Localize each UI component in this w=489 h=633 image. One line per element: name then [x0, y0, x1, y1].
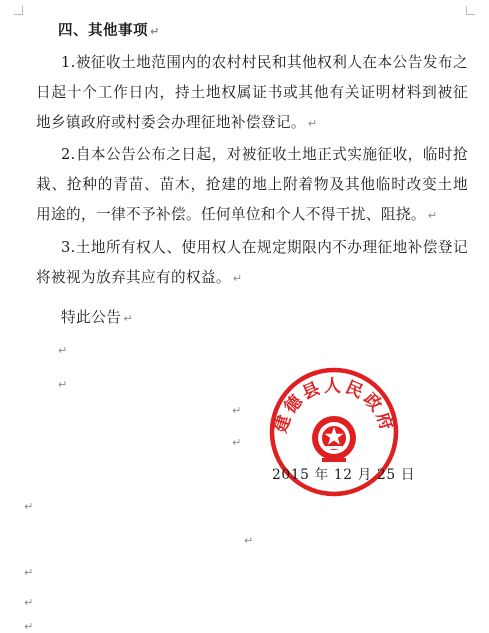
paragraph-3 — [36, 233, 468, 294]
seal-text: 建德县人民政府 — [271, 376, 397, 436]
paragraph-2 — [36, 140, 468, 231]
empty-paragraph-mark: ↵ — [24, 566, 34, 579]
empty-paragraph-mark: ↵ — [24, 596, 34, 609]
empty-paragraph-mark: ↵ — [58, 378, 68, 391]
national-emblem-icon — [312, 416, 356, 462]
paragraph-mark: ↵ — [232, 272, 243, 285]
crop-mark-top-left — [14, 6, 23, 15]
empty-paragraph-mark: ↵ — [232, 436, 242, 449]
crop-mark-top-right — [466, 6, 475, 15]
empty-paragraph-mark: ↵ — [24, 620, 34, 633]
paragraph-2-text: 2.自本公告公布之日起，对被征收土地正式实施征收，临时抢栽、抢种的青苗、苗木，抢建的地上附着物及其他临时改变土地用途的，一律不予补偿。任何单位和个人不得干扰、阻挠。 — [36, 146, 468, 223]
empty-paragraph-mark: ↵ — [244, 534, 254, 547]
paragraph-1 — [36, 48, 468, 139]
paragraph-mark: ↵ — [150, 25, 160, 38]
issue-date: 2015 年 12 月 25 日 — [272, 467, 416, 483]
paragraph-3-text: 3.土地所有权人、使用权人在规定期限内不办理征地补偿登记将被视为放弃其应有的权益。 — [36, 239, 468, 286]
closing-text: 特此公告 — [61, 309, 122, 326]
paragraph-mark: ↵ — [427, 209, 438, 222]
empty-paragraph-mark: ↵ — [24, 500, 34, 513]
paragraph-mark: ↵ — [123, 312, 134, 325]
closing-line — [61, 306, 133, 327]
paragraph-1-text: 1.被征收土地范围内的农村村民和其他权利人在本公告发布之日起十个工作日内，持土地权属证书或其他有关证明材料到被征地乡镇政府或村委会办理征地补偿登记。 — [36, 54, 468, 131]
section-heading — [58, 19, 160, 40]
empty-paragraph-mark: ↵ — [58, 344, 68, 357]
section-heading-text: 四、其他事项 — [58, 23, 148, 39]
paragraph-mark: ↵ — [307, 117, 318, 130]
empty-paragraph-mark: ↵ — [232, 404, 242, 417]
